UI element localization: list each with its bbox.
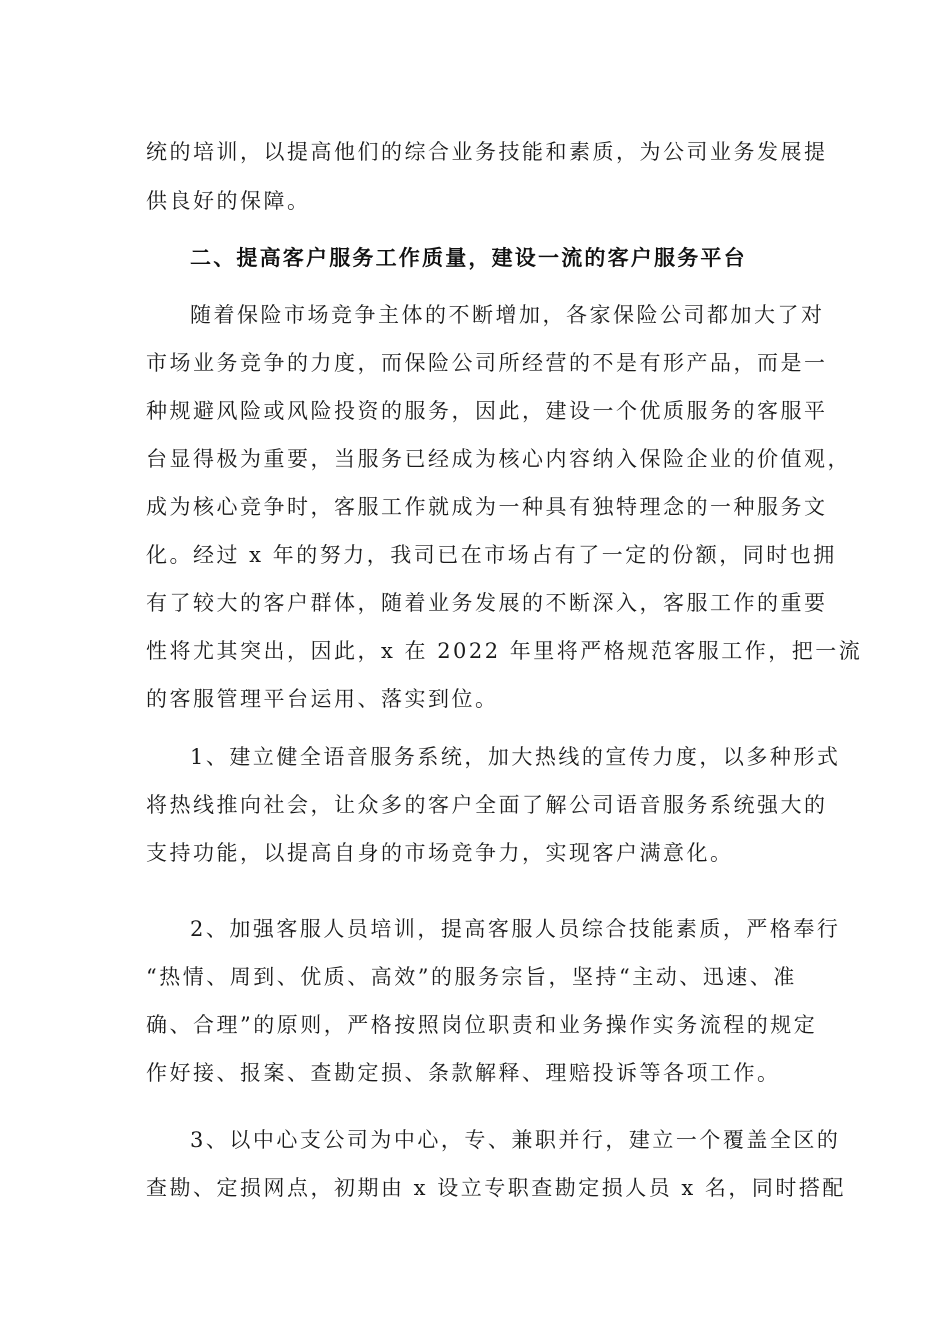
- paragraph-line: 的客服管理平台运用、落实到位。: [146, 687, 499, 711]
- list-item-line: “热情、周到、优质、高效”的服务宗旨，坚持“主动、迅速、准: [146, 965, 797, 989]
- paragraph-line: 随着保险市场竞争主体的不断增加，各家保险公司都加大了对: [190, 303, 825, 327]
- paragraph-line: 成为核心竞争时，客服工作就成为一种具有独特理念的一种服务文: [146, 495, 828, 519]
- list-item-line: 2、加强客服人员培训，提高客服人员综合技能素质，严格奉行: [190, 917, 841, 941]
- list-item-line: 查勘、定损网点，初期由 x 设立专职查勘定损人员 x 名，同时搭配: [146, 1176, 846, 1200]
- list-item-line: 将热线推向社会，让众多的客户全面了解公司语音服务系统强大的: [146, 793, 828, 817]
- paragraph-line: 统的培训，以提高他们的综合业务技能和素质，为公司业务发展提: [146, 140, 828, 164]
- paragraph-line: 供良好的保障。: [146, 189, 311, 213]
- paragraph-line: 种规避风险或风险投资的服务，因此，建设一个优质服务的客服平: [146, 399, 828, 423]
- list-item-line: 3、以中心支公司为中心，专、兼职并行，建立一个覆盖全区的: [190, 1128, 841, 1152]
- list-item-line: 作好接、报案、查勘定损、条款解释、理赔投诉等各项工作。: [146, 1061, 781, 1085]
- section-heading: 二、提高客户服务工作质量，建设一流的客户服务平台: [190, 246, 747, 270]
- list-item-line: 支持功能，以提高自身的市场竞争力，实现客户满意化。: [146, 841, 734, 865]
- paragraph-line: 性将尤其突出，因此，x 在 2022 年里将严格规范客服工作，把一流: [146, 639, 863, 663]
- list-item-line: 1、建立健全语音服务系统，加大热线的宣传力度，以多种形式: [190, 745, 841, 769]
- paragraph-line: 市场业务竞争的力度，而保险公司所经营的不是有形产品，而是一: [146, 351, 828, 375]
- paragraph-line: 台显得极为重要，当服务已经成为核心内容纳入保险企业的价值观，: [146, 447, 851, 471]
- paragraph-line: 化。经过 x 年的努力，我司已在市场占有了一定的份额，同时也拥: [146, 543, 837, 567]
- paragraph-line: 有了较大的客户群体，随着业务发展的不断深入，客服工作的重要: [146, 591, 828, 615]
- list-item-line: 确、合理”的原则，严格按照岗位职责和业务操作实务流程的规定: [146, 1013, 818, 1037]
